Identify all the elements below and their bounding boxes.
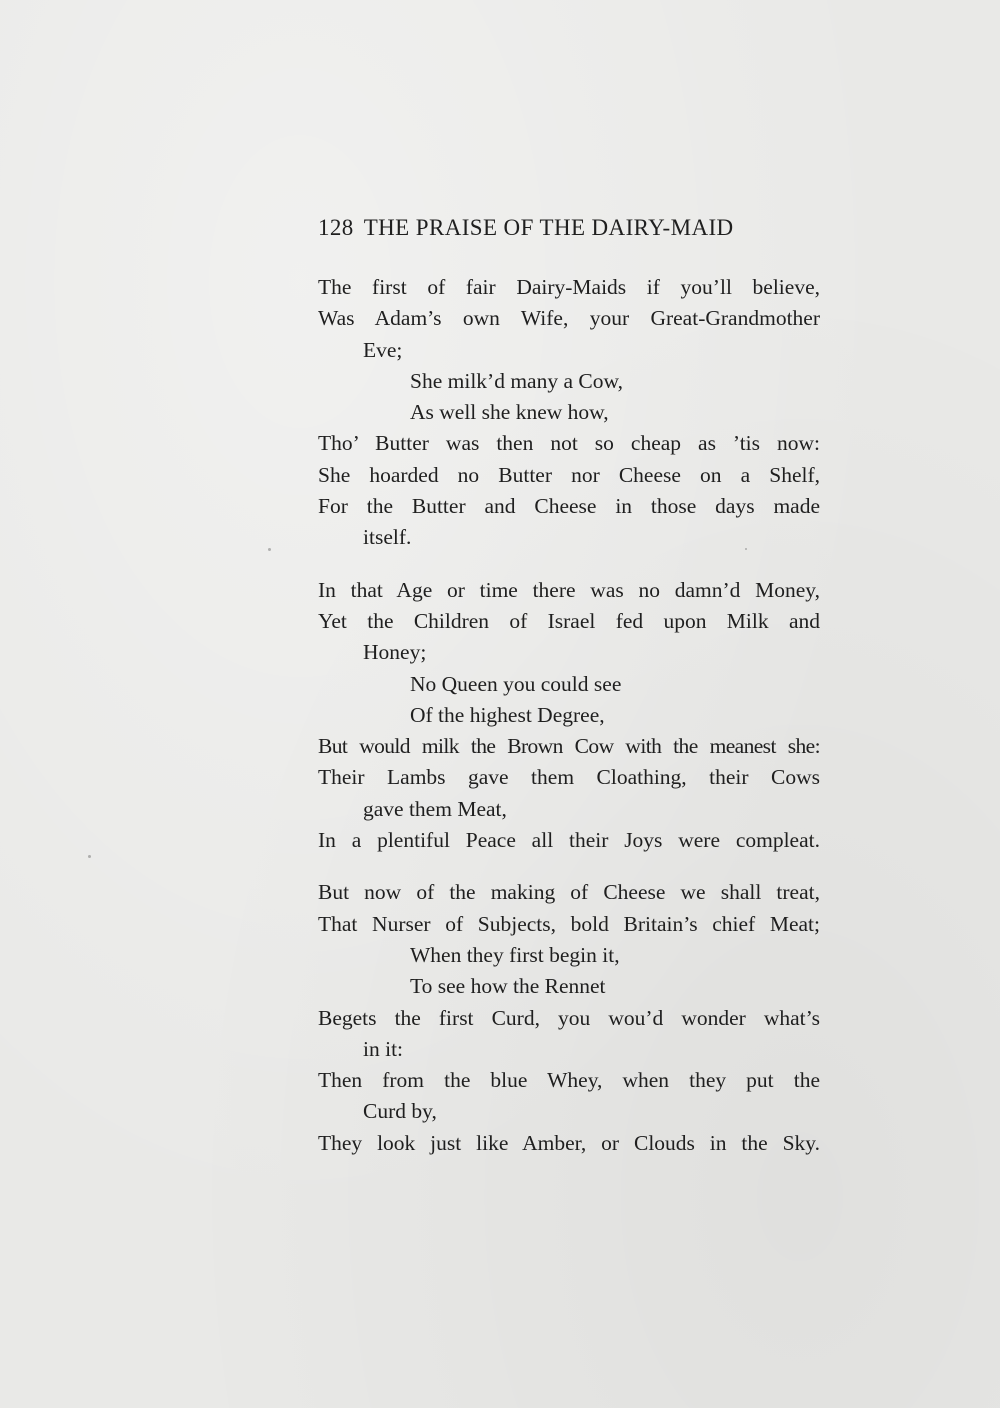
verse-line-indented: Of the highest Degree,: [410, 702, 605, 727]
verse-line: Tho’ Butter was then not so cheap as ’tis now:: [318, 431, 820, 456]
verse-line: For the Butter and Cheese in those days made: [318, 494, 820, 519]
verse-line-indented: As well she knew how,: [410, 400, 609, 425]
verse-line: Was Adam’s own Wife, your Great-Grandmother: [318, 306, 820, 331]
verse-line-indented: She milk’d many a Cow,: [410, 368, 623, 393]
verse-line-turnover: Curd by,: [363, 1099, 437, 1124]
verse-line-turnover: Eve;: [363, 337, 403, 362]
verse-line-turnover: itself.: [363, 525, 412, 550]
stanza-2: [318, 575, 820, 857]
verse-line: Then from the blue Whey, when they put the: [318, 1068, 820, 1093]
verse-line: She hoarded no Butter nor Cheese on a Shelf,: [318, 462, 820, 487]
stanza-3: [318, 877, 820, 1159]
verse-line-indented: To see how the Rennet: [410, 974, 606, 999]
paper-speck: [88, 855, 91, 858]
paper-speck: [268, 548, 271, 551]
verse-line-turnover: Honey;: [363, 640, 427, 665]
verse-line-turnover: in it:: [363, 1036, 404, 1061]
verse-line: In a plentiful Peace all their Joys were compleat.: [318, 828, 820, 853]
verse-line: Their Lambs gave them Cloathing, their Cows: [318, 765, 820, 790]
page-number: 128: [318, 215, 354, 240]
verse-line: But would milk the Brown Cow with the meanest she:: [318, 734, 820, 759]
verse-line: That Nurser of Subjects, bold Britain’s chief Meat;: [318, 911, 820, 936]
verse-line: Begets the first Curd, you wou’d wonder what’s: [318, 1005, 820, 1030]
verse-line: In that Age or time there was no damn’d Money,: [318, 577, 820, 602]
poem-body: [318, 272, 820, 1180]
verse-line-turnover: gave them Meat,: [363, 796, 507, 821]
running-head: [318, 215, 818, 241]
running-title: THE PRAISE OF THE DAIRY-MAID: [363, 215, 734, 240]
verse-line: Yet the Children of Israel fed upon Milk and: [318, 608, 820, 633]
verse-line-indented: No Queen you could see: [410, 671, 622, 696]
verse-line: They look just like Amber, or Clouds in the Sky.: [318, 1130, 820, 1155]
verse-line-indented: When they first begin it,: [410, 942, 620, 967]
verse-line: But now of the making of Cheese we shall treat,: [318, 880, 820, 905]
stanza-1: [318, 272, 820, 554]
verse-line: The first of fair Dairy-Maids if you’ll believe,: [318, 275, 820, 299]
